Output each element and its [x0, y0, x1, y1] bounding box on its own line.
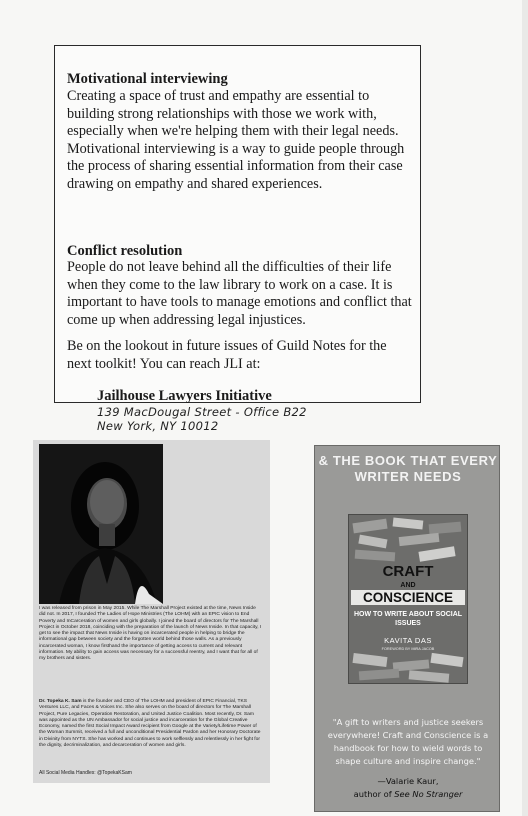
cover-subtitle: HOW TO WRITE ABOUT SOCIAL ISSUES — [353, 611, 463, 627]
attribution-name: —Valarie Kaur, — [377, 776, 439, 786]
cover-title-conscience: CONSCIENCE — [351, 590, 465, 605]
portrait-photo — [39, 444, 163, 604]
portrait-illustration — [39, 444, 163, 604]
attribution-work-prefix: author of — [353, 789, 395, 799]
ad-headline: & THE BOOK THAT EVERY WRITER NEEDS — [318, 453, 498, 484]
address-line-1: 139 MacDougal Street - Office B22 — [97, 405, 307, 419]
section-body-conflict-resolution: People do not leave behind all the difficulties of their life when they come to the law library to work on a case. It is important to have tools to manage emotions and conflict that come up when addressing legal injustices. — [67, 259, 412, 328]
profile-feature — [33, 440, 270, 783]
bio-paragraph-2-text: is the founder and CEO of The LOHM and president of EPIC Financial, TKS Ventures LLC, and Faces & Voices Inc. She also serves on the board of directors for The Marshall Project, Pure Legacies, Operation Restoration, and United Justice Coalition. Most recently, Dr. Sam was appointed as the UN Ambassador for social justice and incarceration for the Global Creative Economy, named the first Social Impact Award recipient from Google at the Variety/Lifetime Power of the Woman Summit, received a full and unconditional Presidential Pardon and her Honorary Doctorate in Divinity from NYTS. She has worked and continues to work selflessly and relentlessly in her fight for the dignity, decriminalization, and decarceration of women and girls. — [39, 699, 261, 749]
book-advertisement — [314, 445, 500, 812]
cover-title-craft: CRAFT — [382, 563, 434, 580]
endorsement-quote: "A gift to writers and justice seekers everywhere! Craft and Conscience is a handbook for how to wield words to shape culture and inspire change." — [327, 717, 489, 766]
book-cover — [348, 514, 468, 684]
bio-paragraph-1: I was released from prison in May 2015. While The Marshall Project existed at the time, News Inside did not. In 2017, I founded The Ladies of Hope Ministries (The LOHM) with an EPIC vision to End Poverty and InCarceration of women and girls globally. I joined the board of directors for The Marshall Project in October 2018, coinciding with the preparation of the launch of News Inside. In that capacity, I get to see the impact that News Inside is having on incarcerated people in helping to bridge the informational gap between society and the forgotten world behind those walls. As a previously incarcerated woman, I know firsthand the importance of getting access to current and relevant information. My ability to gain access was necessary for a successful reentry, and I want that for all of my brothers and sisters. — [39, 606, 262, 662]
section-title-motivational-interviewing: Motivational interviewing — [67, 71, 228, 87]
section-title-conflict-resolution: Conflict resolution — [67, 243, 183, 259]
closing-text: Be on the lookout in future issues of Guild Notes for the next toolkit! You can reach JLI at: — [67, 338, 387, 372]
cover-foreword: FOREWORD BY MIRA JACOB — [381, 647, 435, 651]
bio-name: Dr. Topeka K. Sam — [39, 699, 82, 704]
address-line-2: New York, NY 10012 — [97, 419, 219, 433]
attribution-work-line — [315, 788, 501, 801]
endorsement-attribution — [315, 775, 501, 801]
social-handles: All Social Media Handles: @TopekaKSam — [39, 770, 132, 776]
page-edge — [522, 0, 528, 816]
attribution-work-title: See No Stranger — [394, 789, 463, 799]
section-body-motivational-interviewing: Creating a space of trust and empathy are essential to building strong relationships with those we work with, especially when we're helping them with their legal needs. Motivational interviewing is a way to guide people through the process of sharing essential information from their case drawing on empathy and shared experiences. — [67, 88, 405, 192]
contact-address — [97, 388, 397, 433]
cover-author: KAVITA DAS — [384, 636, 432, 645]
cover-title-and: AND — [400, 582, 416, 589]
toolkit-box — [54, 45, 421, 433]
bio-paragraph-2 — [39, 699, 263, 749]
org-name: Jailhouse Lawyers Initiative — [97, 388, 272, 404]
